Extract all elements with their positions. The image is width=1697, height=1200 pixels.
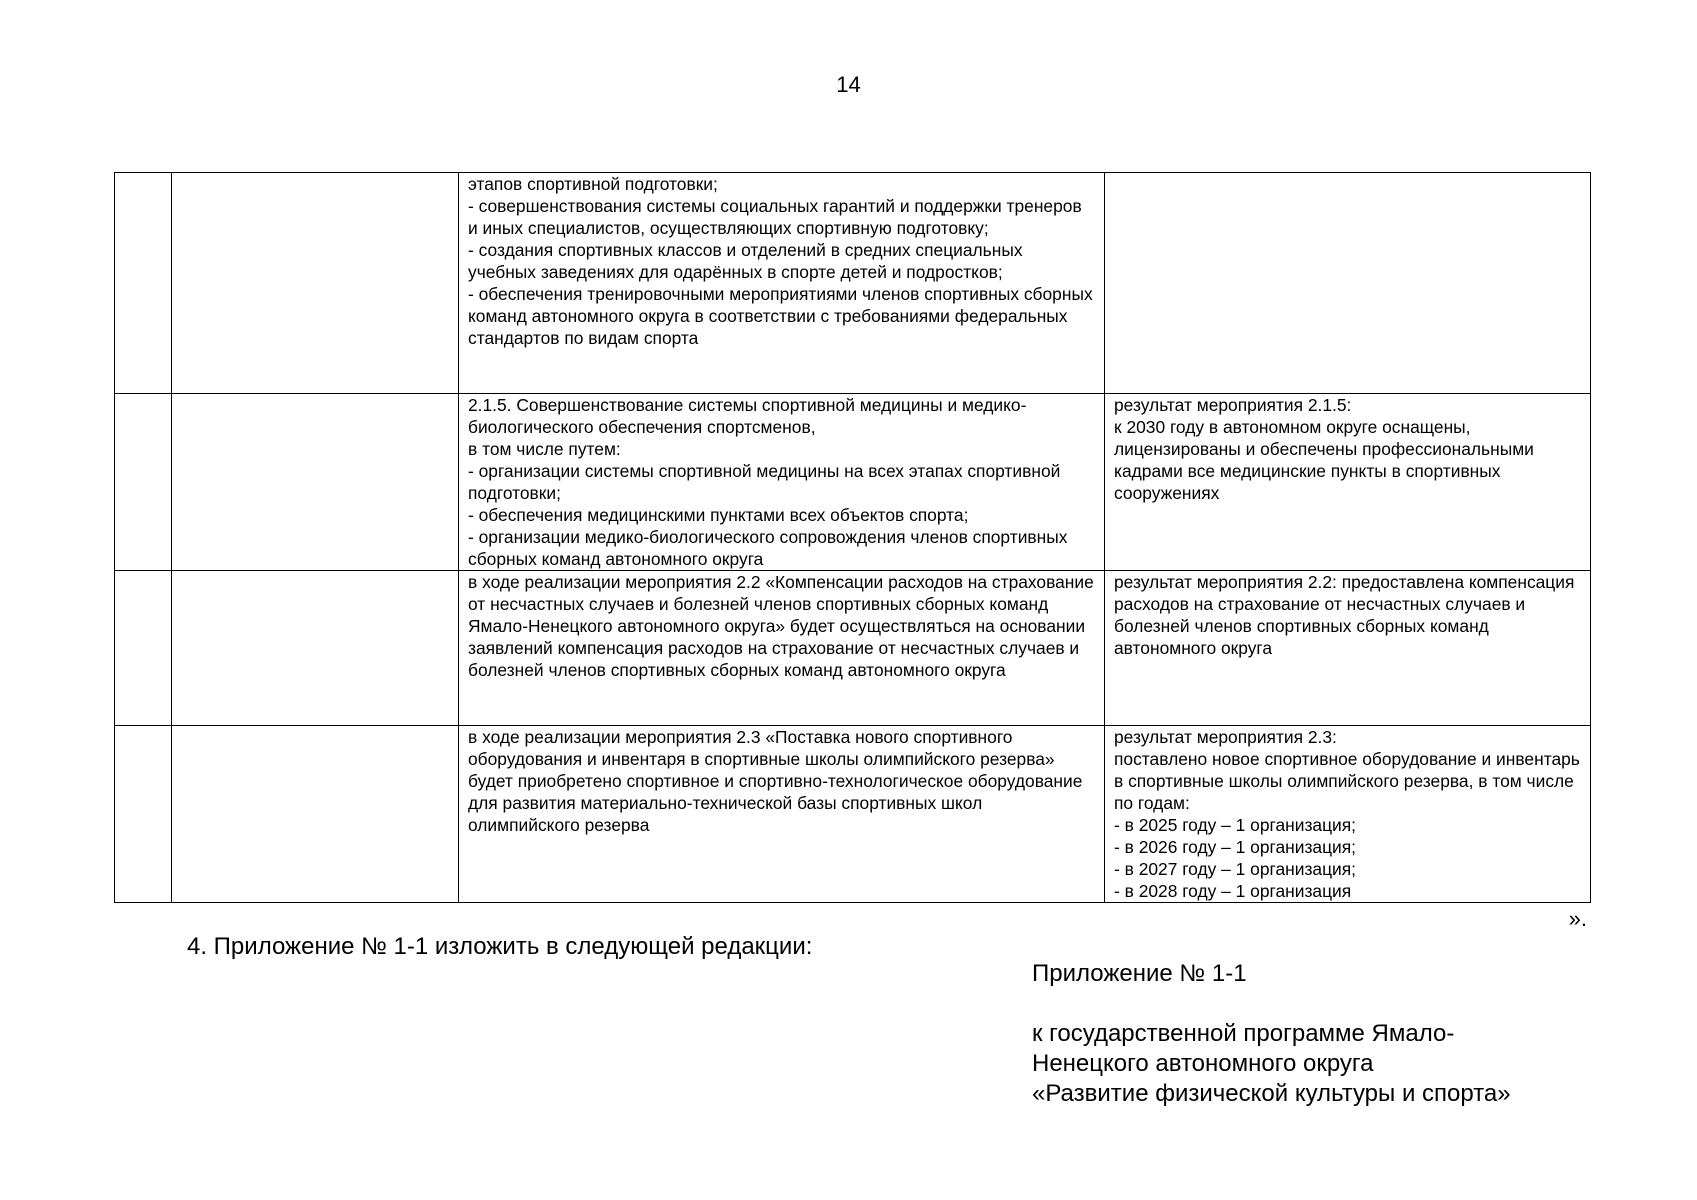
- appendix-title: Приложение № 1-1: [1032, 960, 1247, 987]
- table-row: [115, 394, 1591, 571]
- amendment-item-4: 4. Приложение № 1-1 изложить в следующей редакции:: [187, 933, 813, 960]
- table-cell-result: [1105, 173, 1591, 394]
- table-cell-result: результат мероприятия 2.2: предоставлена компенсация расходов на страхование от несчастных случаев и болезней членов спортивных сборных команд автономного округа: [1105, 571, 1591, 726]
- appendix-subtitle: к государственной программе Ямало- Ненецкого автономного округа «Развитие физической культуры и спорта»: [1032, 1020, 1511, 1107]
- table-row: [115, 726, 1591, 903]
- table-cell-task: [172, 726, 459, 903]
- closing-quote: ».: [1568, 906, 1587, 931]
- table-cell-task: [172, 571, 459, 726]
- table-cell-activity: в ходе реализации мероприятия 2.3 «Поставка нового спортивного оборудования и инвентаря в спортивные школы олимпийского резерва» будет приобретено спортивное и спортивно-технологическое оборудование для развития материально-технической базы спортивных школ олимпийского резерва: [459, 726, 1105, 903]
- table-row: [115, 173, 1591, 394]
- table-cell-number: [115, 173, 172, 394]
- measures-table: [114, 172, 1591, 903]
- table-cell-number: [115, 571, 172, 726]
- table-cell-result: результат мероприятия 2.3: поставлено новое спортивное оборудование и инвентарь в спортивные школы олимпийского резерва, в том числе по годам: - в 2025 году – 1 организация; - в 2026 году – 1 организация; - в 2027 году – 1 организация; - в 2028 году – 1 организация: [1105, 726, 1591, 903]
- table-row: [115, 571, 1591, 726]
- table-cell-number: [115, 394, 172, 571]
- table-cell-task: [172, 173, 459, 394]
- table-cell-result: результат мероприятия 2.1.5: к 2030 году в автономном округе оснащены, лицензированы и обеспечены профессиональными кадрами все медицинские пункты в спортивных сооружениях: [1105, 394, 1591, 571]
- appendix-header: [1032, 959, 1632, 1109]
- table-cell-activity: этапов спортивной подготовки; - совершенствования системы социальных гарантий и поддержки тренеров и иных специалистов, осуществляющих спортивную подготовку; - создания спортивных классов и отделений в средних специальных учебных заведениях для одарённых в спорте детей и подростков; - обеспечения тренировочными мероприятиями членов спортивных сборных команд автономного округа в соответствии с требованиями федеральных стандартов по видам спорта: [459, 173, 1105, 394]
- table-cell-number: [115, 726, 172, 903]
- table-cell-activity: в ходе реализации мероприятия 2.2 «Компенсации расходов на страхование от несчастных случаев и болезней членов спортивных сборных команд Ямало-Ненецкого автономного округа» будет осуществляться на основании заявлений компенсация расходов на страхование от несчастных случаев и болезней членов спортивных сборных команд автономного округа: [459, 571, 1105, 726]
- table-cell-task: [172, 394, 459, 571]
- page-number: 14: [836, 72, 861, 97]
- table-cell-activity: 2.1.5. Совершенствование системы спортивной медицины и медико-биологического обеспечения спортсменов, в том числе путем: - организации системы спортивной медицины на всех этапах спортивной подготовки; - обеспечения медицинскими пунктами всех объектов спорта; - организации медико-биологического сопровождения членов спортивных сборных команд автономного округа: [459, 394, 1105, 571]
